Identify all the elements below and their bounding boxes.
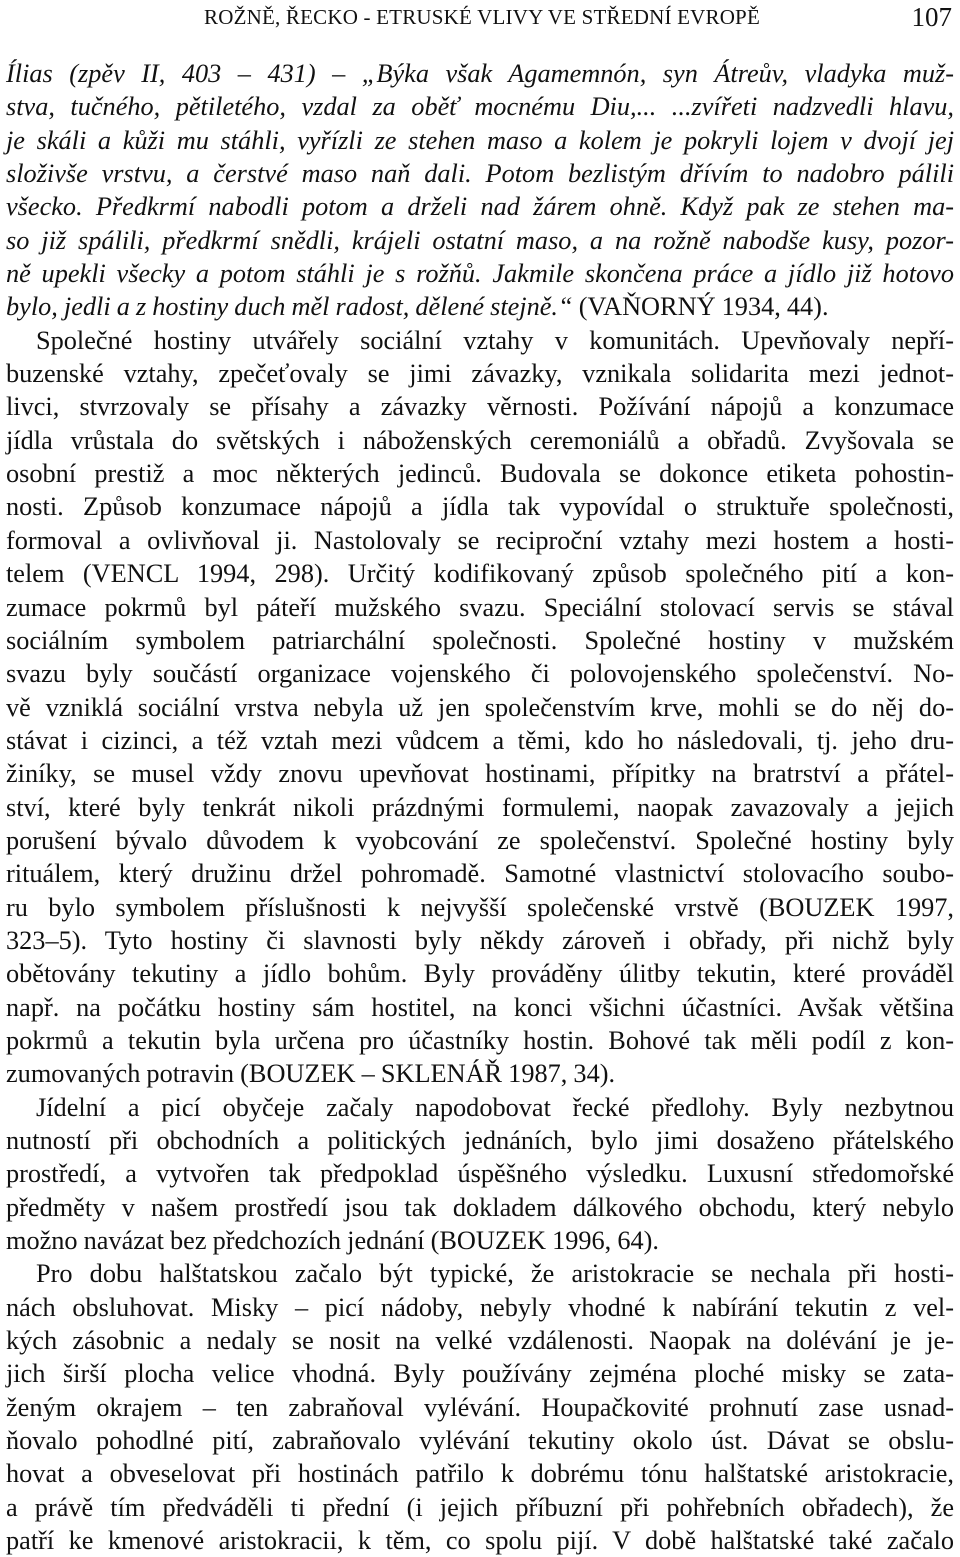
paragraph-line: ství, které byly tenkrát nikoli prázdnými formulemi, naopak zavazovaly a jejich [6,792,954,822]
quote-line: je skáli a kůži mu stáhli, vyřízli ze stehen maso a kolem je pokryli lojem v dvojí jej [6,125,954,155]
paragraph-line: patří ke kmenové aristokracii, k těm, co spolu pijí. V době halštatské také začalo [6,1526,954,1556]
paragraph-2 [6,1091,954,1258]
paragraph-line: jich širší plocha velice vhodná. Byly používány zejména ploché misky se zata- [6,1359,954,1389]
paragraph-line: ňovalo pohodlné pití, zabraňovalo vylévání tekutiny okolo úst. Dávat se obslu- [6,1426,954,1456]
paragraph-line: nosti. Způsob konzumace nápojů a jídla tak vypovídal o struktuře společnosti, [6,492,954,522]
paragraph-line: možno navázat bez předchozích jednání (BOUZEK 1996, 64). [6,1226,659,1256]
paragraph-line: obětovány tekutiny a jídlo bohům. Byly prováděny úlitby tekutin, které prováděl [6,959,954,989]
running-head: ROŽNĚ, ŘECKO - ETRUSKÉ VLIVY VE STŘEDNÍ EVROPĚ [204,5,760,29]
paragraph-line: pokrmů a tekutin byla určena pro účastníky hostin. Bohové tak měli podíl z kon- [6,1025,954,1055]
document-page [6,0,954,1557]
page-header [6,0,954,38]
paragraph-line: nutností při obchodních a politických jednáních, bylo jimi dosaženo přátelského [6,1126,954,1155]
paragraph-line: Pro dobu halštatskou začalo být typické, že aristokracie se nechala při hosti- [36,1259,954,1289]
paragraph-line: jídla vrůstala do světských i náboženských ceremoniálů a obřadů. Zvyšovala se [6,425,954,455]
paragraph-line: zumace pokrmů byl páteří mužského svazu. Speciální stolovací servis se stával [6,592,954,622]
quote-line: složivše vrstvu, a čerstvé maso naň dali. Potom bezlistým dřívím to nadobro pálili [6,159,954,189]
paragraph-line: porušení bývalo důvodem k vyobcování ze společenství. Společné hostiny byly [6,825,954,855]
quote-block [6,57,954,324]
paragraph-line: a právě tím předváděli ti přední (i jejich příbuzní při pohřebních obřadech), že [6,1492,954,1522]
paragraph-line: rituálem, který družinu držel pohromadě. Samotné vlastnictví stolovacího soubo- [6,859,954,889]
paragraph-line: např. na počátku hostiny sám hostitel, na konci všichni účastníci. Avšak většina [6,992,954,1022]
paragraph-line: zumovaných potravin (BOUZEK – SKLENÁŘ 1987, 34). [6,1059,616,1089]
quote-line: bylo, jedli a z hostiny duch měl radost, dělené stejně.“ (VAŇORNÝ 1934, 44). [6,292,829,322]
paragraph-line: žiníky, se musel vždy znovu upevňovat hostinami, přípitky na bratrství a přátel- [6,759,954,789]
quote-line: ně upekli všecky a potom stáhli je s rožňů. Jakmile skončena práce a jídlo již hotovo [6,259,954,289]
paragraph-line: Společné hostiny utvářely sociální vztahy v komunitách. Upevňovaly nepří- [36,325,954,355]
paragraph-line: buzenské vztahy, zpečeťovaly se jimi závazky, vznikala solidarita mezi jednot- [6,359,954,389]
paragraph-line: sociálním symbolem patriarchální společnosti. Společné hostiny v mužském [6,625,954,655]
paragraph-3 [6,1257,954,1557]
paragraph-line: formoval a ovlivňoval ji. Nastolovaly se reciproční vztahy mezi hostem a hosti- [6,525,954,555]
paragraph-1 [6,324,954,1091]
paragraph-line: předměty v našem prostředí jsou tak dokladem dálkového obchodu, který nebylo [6,1192,954,1222]
paragraph-line: svazu byly součástí organizace vojenského či polovojenského společenství. No- [6,659,954,689]
paragraph-line: ru bylo symbolem příslušnosti k nejvyšší společenské vrstvě (BOUZEK 1997, [6,892,954,922]
paragraph-line: hovat a obveselovat při hostinách patřilo k dobrému tónu halštatské aristokracie, [6,1459,954,1489]
paragraph-line: prostředí, a vytvořen tak předpoklad úspěšného výsledku. Luxusní středomořské [6,1159,954,1189]
paragraph-line: ženým okrajem – ten zabraňoval vylévání. Houpačkovité prohnutí zase usnad- [6,1392,954,1422]
paragraph-line: kých zásobnic a nedaly se nosit na velké vzdálenosti. Naopak na dolévání je je- [6,1326,954,1356]
quote-line: Ílias (zpěv II, 403 – 431) – „Býka však Agamemnón, syn Átreův, vladyka muž- [6,59,954,88]
paragraph-line: Jídelní a picí obyčeje začaly napodobovat řecké předlohy. Byly nezbytnou [36,1092,954,1122]
paragraph-line: nách obsluhovat. Misky – picí nádoby, nebyly vhodné k nabírání tekutin z vel- [6,1292,954,1322]
quote-line: stva, tučného, pětiletého, vzdal za oběť mocnému Diu,... ...zvířeti nadzvedli hlavu, [6,92,954,122]
page-number: 107 [911,2,952,32]
paragraph-line: stávat i cizinci, a též vztah mezi vůdcem a těmi, kdo ho následovali, tj. jeho dru- [6,725,954,755]
paragraph-line: 323–5). Tyto hostiny či slavnosti byly někdy zároveň i obřady, při nichž byly [6,925,954,955]
quote-line: všecko. Předkrmí nabodli potom a drželi nad žárem ohně. Když pak ze stehen ma- [6,192,954,222]
paragraph-line: osobní prestiž a moc některých jedinců. Budovala se dokonce etiketa pohostin- [6,459,954,489]
paragraph-line: livci, stvrzovaly se přísahy a závazky věrnosti. Požívání nápojů a konzumace [6,392,954,422]
paragraph-line: telem (VENCL 1994, 298). Určitý kodifikovaný způsob společného pití a kon- [6,559,954,589]
quote-line: so již spálili, předkrmí snědli, krájeli ostatní maso, a na rožně nabodše kusy, pozor- [6,225,954,255]
paragraph-line: vě vzniklá sociální vrstva nebyla už jen společenstvím krve, mohli se do něj do- [6,692,954,722]
